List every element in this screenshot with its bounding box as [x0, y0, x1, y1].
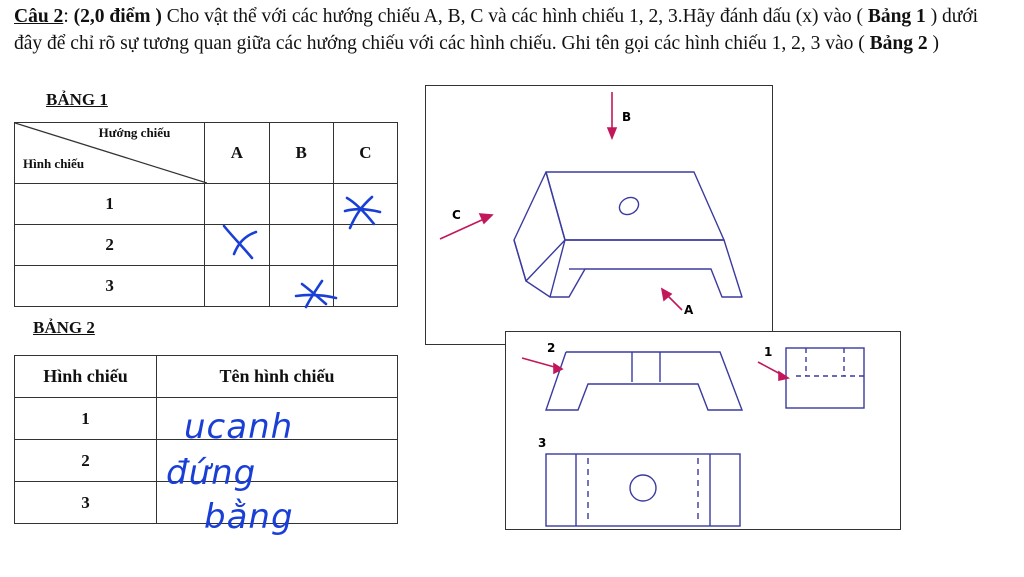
- direction-label-c: C: [452, 208, 461, 222]
- table1-row-label: 2: [15, 225, 205, 266]
- table1-cell[interactable]: [205, 225, 269, 266]
- handwritten-name-2: đứng: [166, 453, 257, 493]
- view-1-side: [786, 348, 864, 408]
- table1-header-direction: Hướng chiếu: [98, 125, 171, 140]
- table2-col-name: Tên hình chiếu: [157, 356, 398, 398]
- table1-col-b: B: [269, 123, 333, 184]
- table2-row-label: 3: [15, 482, 157, 524]
- table1-cell[interactable]: [205, 266, 269, 307]
- table1-cell[interactable]: [269, 266, 333, 307]
- table2-row-label: 2: [15, 440, 157, 482]
- question-label: Câu 2: [14, 6, 64, 27]
- isometric-object-drawing: [426, 86, 772, 344]
- table1-cell[interactable]: [269, 184, 333, 225]
- table-row: [15, 266, 398, 307]
- table1-cell[interactable]: [333, 184, 397, 225]
- table1: [14, 122, 398, 307]
- projection-views-drawing: [506, 332, 900, 529]
- question-points: (2,0 điểm ): [73, 6, 162, 27]
- view-label-2: 2: [547, 341, 556, 355]
- view-label-1: 1: [764, 345, 773, 359]
- table-row: [15, 184, 398, 225]
- view-label-3: 3: [538, 436, 547, 450]
- table1-cell[interactable]: [333, 225, 397, 266]
- projections-figure: [505, 331, 901, 530]
- table2-row-label: 1: [15, 398, 157, 440]
- direction-label-b: B: [622, 110, 632, 124]
- table1-col-a: A: [205, 123, 269, 184]
- table1-cell[interactable]: [269, 225, 333, 266]
- isometric-figure: [425, 85, 773, 345]
- question-text-1: Cho vật thể với các hướng chiếu A, B, C và các hình chiếu 1, 2, 3.Hãy đánh dấu (x) vào (: [161, 6, 868, 27]
- table1-row-label: 3: [15, 266, 205, 307]
- table-row: [15, 225, 398, 266]
- view-2-front: [546, 352, 742, 410]
- table1-col-c: C: [333, 123, 397, 184]
- table1-header-projection: Hình chiếu: [23, 156, 85, 171]
- table1-row-label: 1: [15, 184, 205, 225]
- direction-label-a: A: [684, 303, 694, 317]
- view-3-top: [546, 454, 740, 526]
- handwritten-name-3: bằng: [204, 497, 294, 537]
- table1-cell[interactable]: [205, 184, 269, 225]
- table1-header-diagonal: [15, 123, 205, 184]
- bang1-ref: Bảng 1: [867, 6, 926, 27]
- handwritten-name-1: ucanh: [184, 407, 294, 447]
- table1-caption: BẢNG 1: [46, 90, 108, 109]
- question-text-2: ) dưới đây để chỉ rõ sự tương quan giữa các hướng chiếu với các hình chiếu. Ghi tên gọi các hình chiếu 1, 2, 3 vào (: [14, 6, 979, 54]
- question-text-3: ): [927, 33, 940, 54]
- bang2-ref: Bảng 2: [869, 33, 928, 54]
- table2-col-projection: Hình chiếu: [15, 356, 157, 398]
- table1-cell[interactable]: [333, 266, 397, 307]
- table2-caption: BẢNG 2: [33, 318, 95, 337]
- question-text: Câu 2: (2,0 điểm ) Cho vật thể với các hướng chiếu A, B, C và các hình chiếu 1, 2, 3.Hãy đánh dấu (x) vào ( Bảng 1 ) dưới đây để chỉ rõ sự tương quan giữa các hướng chiếu với các hình chiếu. Ghi tên gọi các hình chiếu 1, 2, 3 vào ( Bảng 2 ): [14, 6, 979, 54]
